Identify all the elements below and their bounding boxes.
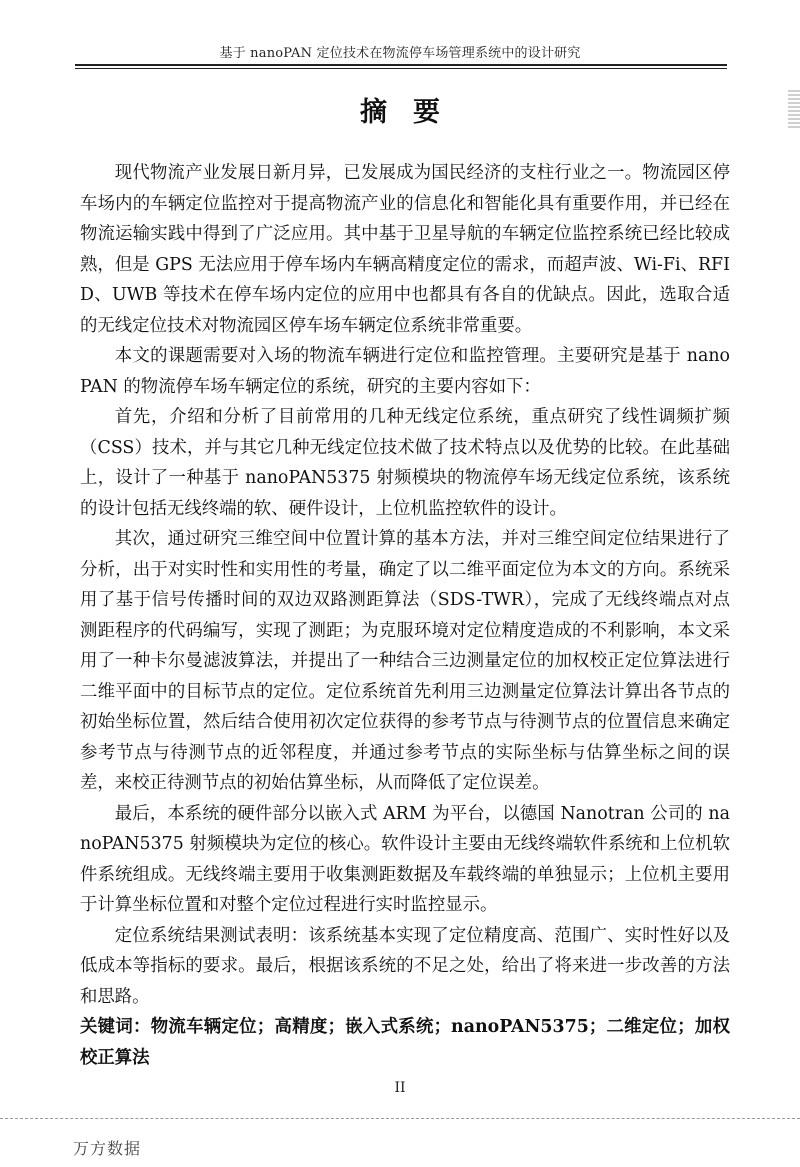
keywords-line: 关键词：物流车辆定位；高精度；嵌入式系统；nanoPAN5375；二维定位；加权校正算法 bbox=[80, 1017, 730, 1068]
abstract-paragraph-2: 本文的课题需要对入场的物流车辆进行定位和监控管理。主要研究是基于 nanoPAN 的物流停车场车辆定位的系统，研究的主要内容如下： bbox=[80, 346, 730, 397]
abstract-title: 摘要 bbox=[360, 97, 466, 128]
running-header: 基于 nanoPAN 定位技术在物流停车场管理系统中的设计研究 bbox=[219, 46, 581, 61]
abstract-paragraph-5: 最后，本系统的硬件部分以嵌入式 ARM 为平台，以德国 Nanotran 公司的 nanoPAN5375 射频模块为定位的核心。软件设计主要由无线终端软件系统和上位机软件系统组成。无线终端主要用于收集测距数据及车载终端的单独显示；上位机主要用于计算坐标位置和对整个定位过程进行实时监控显示。 bbox=[80, 803, 730, 915]
page-number: II bbox=[394, 1080, 406, 1096]
abstract-body bbox=[80, 158, 730, 1073]
footer-rule bbox=[0, 1118, 800, 1119]
header-rule bbox=[75, 64, 727, 66]
abstract-paragraph-3: 首先，介绍和分析了目前常用的几种无线定位系统，重点研究了线性调频扩频（CSS）技术，并与其它几种无线定位技术做了技术特点以及优势的比较。在此基础上，设计了一种基于 nanoPAN5375 射频模块的物流停车场无线定位系统，该系统的设计包括无线终端的软、硬件设计，上位机监控软件的设计。 bbox=[80, 407, 730, 519]
abstract-paragraph-6: 定位系统结果测试表明：该系统基本实现了定位精度高、范围广、实时性好以及低成本等指标的要求。最后，根据该系统的不足之处，给出了将来进一步改善的方法和思路。 bbox=[80, 925, 730, 1007]
abstract-paragraph-4: 其次，通过研究三维空间中位置计算的基本方法，并对三维空间定位结果进行了分析，出于对实时性和实用性的考量，确定了以二维平面定位为本文的方向。系统采用了基于信号传播时间的双边双路测距算法（SDS-TWR），完成了无线终端点对点测距程序的代码编写，实现了测距；为克服环境对定位精度造成的不利影响，本文采用了一种卡尔曼滤波算法，并提出了一种结合三边测量定位的加权校正定位算法进行二维平面中的目标节点的定位。定位系统首先利用三边测量定位算法计算出各节点的初始坐标位置，然后结合使用初次定位获得的参考节点与待测节点的位置信息来确定参考节点与待测节点的近邻程度，并通过参考节点的实际坐标与估算坐标之间的误差，来校正待测节点的初始估算坐标，从而降低了定位误差。 bbox=[80, 529, 730, 793]
watermark-label: 万方数据 bbox=[73, 1139, 142, 1158]
header-rule-thin bbox=[75, 68, 727, 69]
abstract-paragraph-1: 现代物流产业发展日新月异，已发展成为国民经济的支柱行业之一。物流园区停车场内的车辆定位监控对于提高物流产业的信息化和智能化具有重要作用，并已经在物流运输实践中得到了广泛应用。其中基于卫星导航的车辆定位监控系统已经比较成熟，但是 GPS 无法应用于停车场内车辆高精度定位的需求，而超声波、Wi-Fi、RFID、UWB 等技术在停车场内定位的应用中也都具有各自的优缺点。因此，选取合适的无线定位技术对物流园区停车场车辆定位系统非常重要。 bbox=[80, 163, 730, 336]
scan-edge-mark bbox=[788, 90, 800, 130]
